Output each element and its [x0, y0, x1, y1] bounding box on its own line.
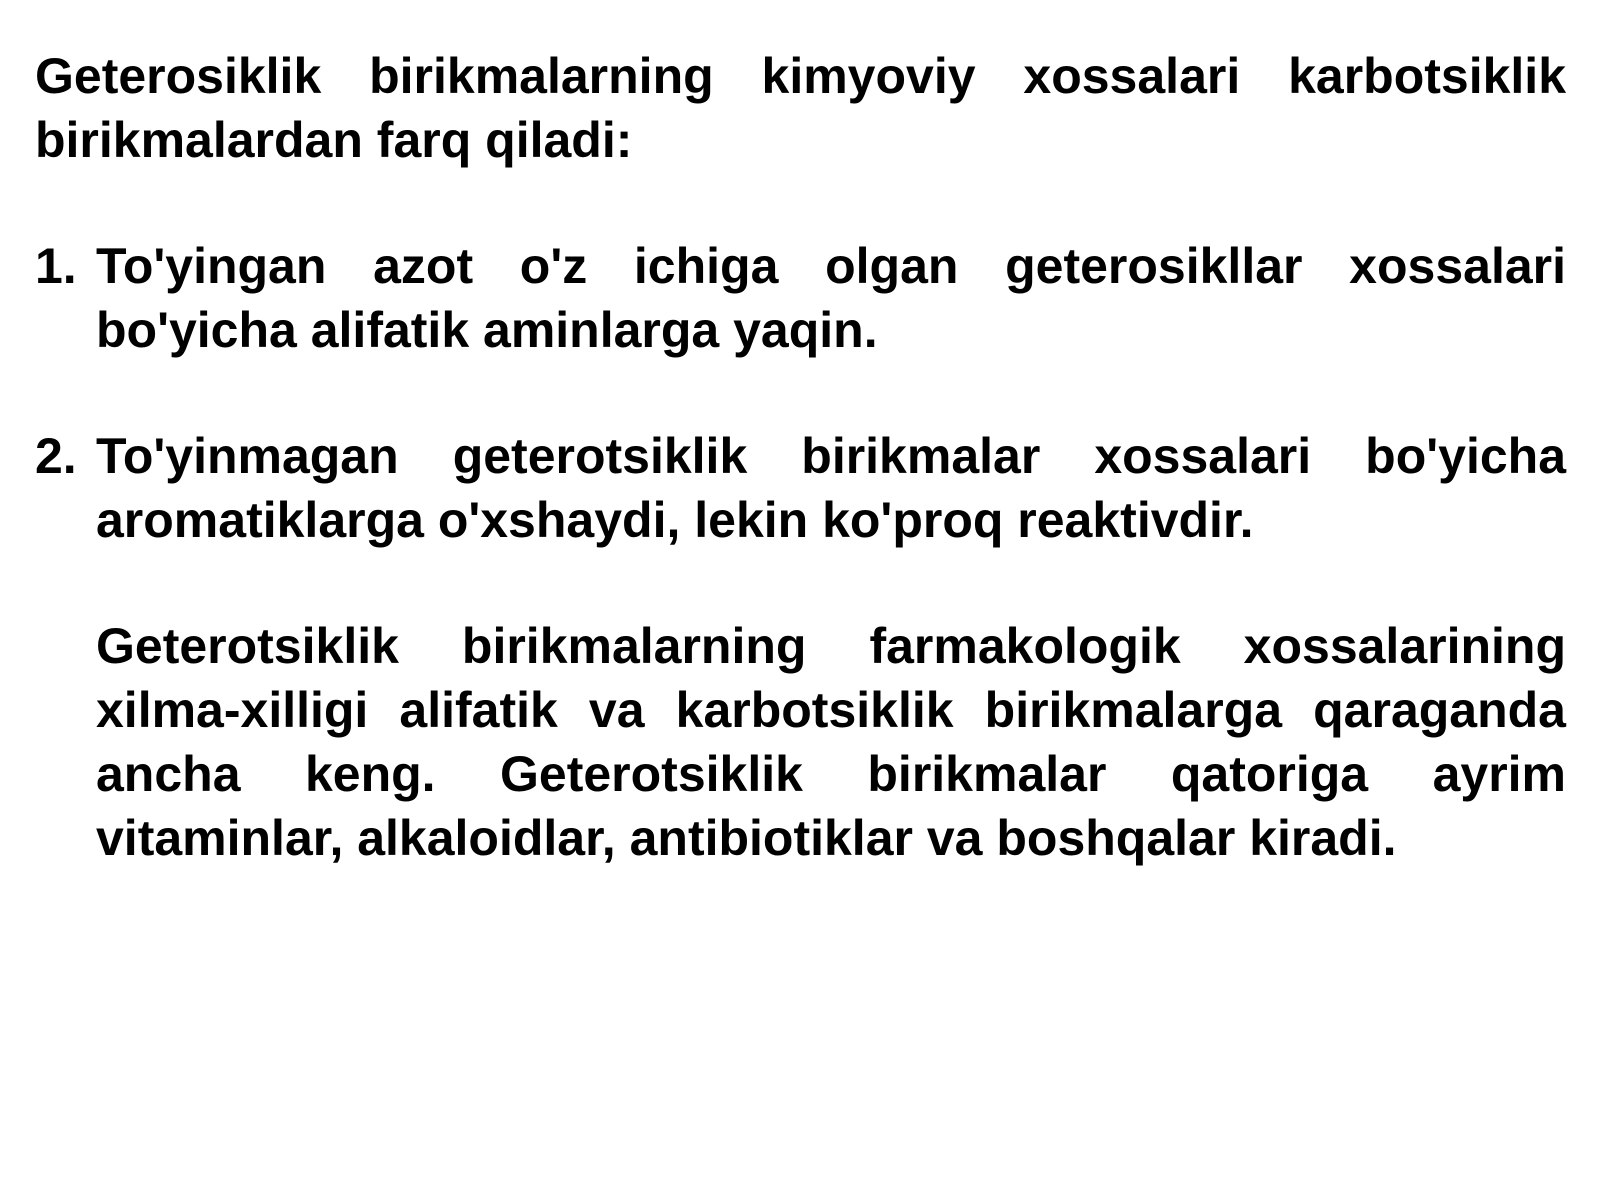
slide-content	[35, 44, 1566, 870]
list-item-text: To'yinmagan geterotsiklik birikmalar xossalari bo'yicha aromatiklarga o'xshaydi, lekin ko'proq reaktivdir.	[96, 428, 1566, 548]
list-item	[35, 424, 1566, 552]
list-item-number: 1.	[35, 238, 77, 294]
note-paragraph: Geterotsiklik birikmalarning farmakologik xossalarining xilma-xilligi alifatik va karbotsiklik birikmalarga qaraganda ancha keng. Geterotsiklik birikmalar qatoriga ayrim vitaminlar, alkaloidlar, antibiotiklar va boshqalar kiradi.	[96, 618, 1566, 866]
list-item-number: 2.	[35, 428, 77, 484]
list-item	[35, 234, 1566, 362]
list-item-text: To'yingan azot o'z ichiga olgan geterosikllar xossalari bo'yicha alifatik aminlarga yaqin.	[96, 238, 1566, 358]
intro-paragraph: Geterosiklik birikmalarning kimyoviy xossalari karbotsiklik birikmalardan farq qiladi:	[35, 48, 1566, 168]
